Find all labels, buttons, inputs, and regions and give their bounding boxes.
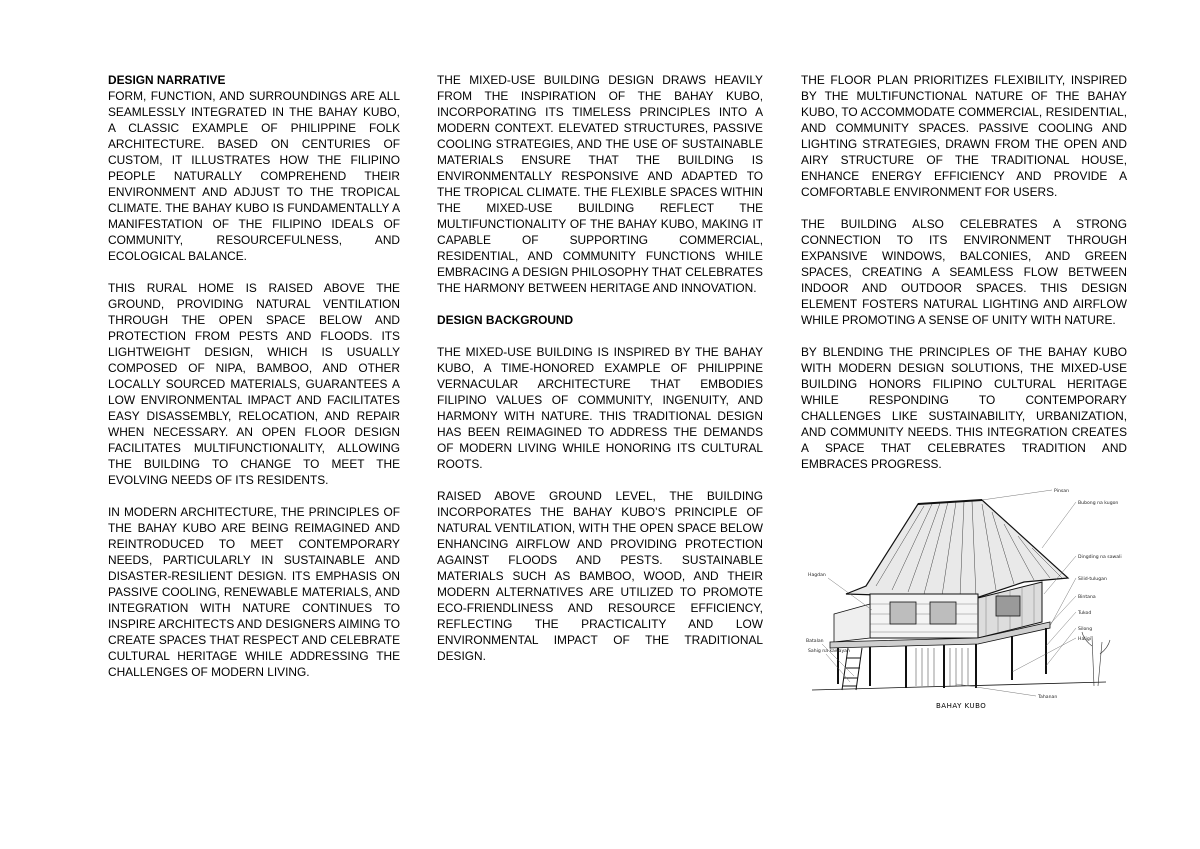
column-1 [108, 72, 400, 696]
front-wall [870, 594, 978, 638]
ladder [842, 648, 862, 690]
window-icon [930, 602, 956, 624]
column-2 [437, 72, 763, 680]
figure-caption: BAHAY KUBO [936, 702, 987, 710]
figure-label: Silid-tulugan [1078, 577, 1107, 582]
figure-label: Tahanan [1038, 695, 1058, 700]
thatched-roof [846, 500, 1068, 598]
batalan-porch [834, 604, 870, 642]
blending-paragraph: BY BLENDING THE PRINCIPLES OF THE BAHAY KUBO WITH MODERN DESIGN SOLUTIONS, THE MIXED-USE BUILDING HONORS FILIPINO CULTURAL HERITAGE WHILE RESPONDING TO CONTEMPORARY CHALLENGES LIKE SUSTAINABILITY, URBANIZATION, AND COMMUNITY NEEDS. THIS INTEGRATION CREATES A SPACE THAT CELEBRATES TRADITION AND EMBRACES PROGRESS. [801, 345, 1127, 471]
side-window-icon [996, 596, 1020, 616]
figure-label: Bubong na kugon [1078, 501, 1119, 506]
figure-label: Tukod [1078, 611, 1092, 616]
floor-plan-paragraph: THE FLOOR PLAN PRIORITIZES FLEXIBILITY, INSPIRED BY THE MULTIFUNCTIONAL NATURE OF THE BAHAY KUBO, TO ACCOMMODATE COMMERCIAL, RESIDENTIAL, AND COMMUNITY SPACES. PASSIVE COOLING AND LIGHTING STRATEGIES, DRAWN FROM THE OPEN AND AIRY STRUCTURE OF THE TRADITIONAL HOUSE, ENHANCE ENERGY EFFICIENCY AND PROVIDE A COMFORTABLE ENVIRONMENT FOR USERS. [801, 73, 1127, 199]
design-narrative-heading: DESIGN NARRATIVE [108, 73, 226, 87]
silong-slats [916, 648, 968, 686]
narrative-paragraph-3: IN MODERN ARCHITECTURE, THE PRINCIPLES OF THE BAHAY KUBO ARE BEING REIMAGINED AND REINTRODUCED TO MEET CONTEMPORARY NEEDS, PARTICULARLY IN SUSTAINABLE AND DISASTER-RESILIENT DESIGN. ITS EMPHASIS ON PASSIVE COOLING, RENEWABLE MATERIALS, AND INTEGRATION WITH NATURE CONTINUES TO INSPIRE ARCHITECTS AND DESIGNERS AIMING TO CREATE SPACES THAT RESPECT AND CELEBRATE CULTURAL HERITAGE WHILE ADDRESSING THE CHALLENGES OF MODERN LIVING. [108, 505, 400, 679]
environment-paragraph: THE BUILDING ALSO CELEBRATES A STRONG CONNECTION TO ITS ENVIRONMENT THROUGH EXPANSIVE WINDOWS, BALCONIES, AND GREEN SPACES, CREATING A SEAMLESS FLOW BETWEEN INDOOR AND OUTDOOR SPACES. THIS DESIGN ELEMENT FOSTERS NATURAL LIGHTING AND AIRFLOW WHILE PROMOTING A SENSE OF UNITY WITH NATURE. [801, 217, 1127, 327]
design-background-heading: DESIGN BACKGROUND [437, 313, 574, 327]
figure-label: Hagdan [808, 573, 826, 578]
background-paragraph-1: THE MIXED-USE BUILDING IS INSPIRED BY THE BAHAY KUBO, A TIME-HONORED EXAMPLE OF PHILIPPINE VERNACULAR ARCHITECTURE THAT EMBODIES FILIPINO VALUES OF COMMUNITY, INGENUITY, AND HARMONY WITH NATURE. THIS TRADITIONAL DESIGN HAS BEEN REIMAGINED TO ADDRESS THE DEMANDS OF MODERN LIVING WHILE HONORING ITS CULTURAL ROOTS. [437, 345, 763, 471]
window-icon [890, 602, 916, 624]
bahay-kubo-drawing [806, 486, 1128, 712]
figure-label: Batalan [806, 639, 824, 644]
bahay-kubo-illustration [806, 486, 1128, 712]
column-3 [801, 72, 1127, 488]
figure-label: Silong [1078, 627, 1093, 632]
background-paragraph-2: RAISED ABOVE GROUND LEVEL, THE BUILDING INCORPORATES THE BAHAY KUBO’S PRINCIPLE OF NATURAL VENTILATION, WITH THE OPEN SPACE BELOW ENHANCING AIRFLOW AND PROVIDING PROTECTION AGAINST FLOODS AND PESTS. SUSTAINABLE MATERIALS SUCH AS BAMBOO, WOOD, AND THEIR MODERN ALTERNATIVES ARE UTILIZED TO PROMOTE ECO-FRIENDLINESS AND RESOURCE EFFICIENCY, REFLECTING THE PRACTICALITY AND LOW ENVIRONMENTAL IMPACT OF THE TRADITIONAL DESIGN. [437, 489, 763, 663]
narrative-paragraph-1: FORM, FUNCTION, AND SURROUNDINGS ARE ALL SEAMLESSLY INTEGRATED IN THE BAHAY KUBO, A CLASSIC EXAMPLE OF PHILIPPINE FOLK ARCHITECTURE. BASED ON CENTURIES OF CUSTOM, IT ILLUSTRATES HOW THE FILIPINO PEOPLE NATURALLY COMPREHEND THEIR ENVIRONMENT AND ADJUST TO THE TROPICAL CLIMATE. THE BAHAY KUBO IS FUNDAMENTALLY A MANIFESTATION OF THE FILIPINO IDEALS OF COMMUNITY, RESOURCEFULNESS, AND ECOLOGICAL BALANCE. [108, 89, 400, 263]
figure-label: Dingding na sawali [1078, 555, 1122, 560]
figure-label: Haligi [1078, 637, 1092, 642]
narrative-paragraph-2: THIS RURAL HOME IS RAISED ABOVE THE GROUND, PROVIDING NATURAL VENTILATION THROUGH THE OPEN SPACE BELOW AND PROTECTION FROM PESTS AND FLOODS. ITS LIGHTWEIGHT DESIGN, WHICH IS USUALLY COMPOSED OF NIPA, BAMBOO, AND OTHER LOCALLY SOURCED MATERIALS, GUARANTEES A LOW ENVIRONMENTAL IMPACT AND FACILITATES EASY DISASSEMBLY, RELOCATION, AND REPAIR WHEN NECESSARY. AN OPEN FLOOR DESIGN FACILITATES MULTIFUNCTIONALITY, ALLOWING THE BUILDING TO CHANGE TO MEET THE EVOLVING NEEDS OF ITS RESIDENTS. [108, 281, 400, 487]
figure-label: Pinsan [1054, 489, 1069, 494]
figure-label: Bintana [1078, 595, 1096, 600]
mixed-use-intro-paragraph: THE MIXED-USE BUILDING DESIGN DRAWS HEAVILY FROM THE INSPIRATION OF THE BAHAY KUBO, INCORPORATING ITS TIMELESS PRINCIPLES INTO A MODERN CONTEXT. ELEVATED STRUCTURES, PASSIVE COOLING STRATEGIES, AND THE USE OF SUSTAINABLE MATERIALS ENSURE THAT THE BUILDING IS ENVIRONMENTALLY RESPONSIVE AND ADAPTED TO THE TROPICAL CLIMATE. THE FLEXIBLE SPACES WITHIN THE MIXED-USE BUILDING REFLECT THE MULTIFUNCTIONALITY OF THE BAHAY KUBO, MAKING IT CAPABLE OF SUPPORTING COMMERCIAL, RESIDENTIAL, AND COMMUNITY FUNCTIONS WHILE EMBRACING A DESIGN PHILOSOPHY THAT CELEBRATES THE HARMONY BETWEEN HERITAGE AND INNOVATION. [437, 73, 763, 295]
figure-label: Sahig na kawayan [808, 649, 850, 654]
